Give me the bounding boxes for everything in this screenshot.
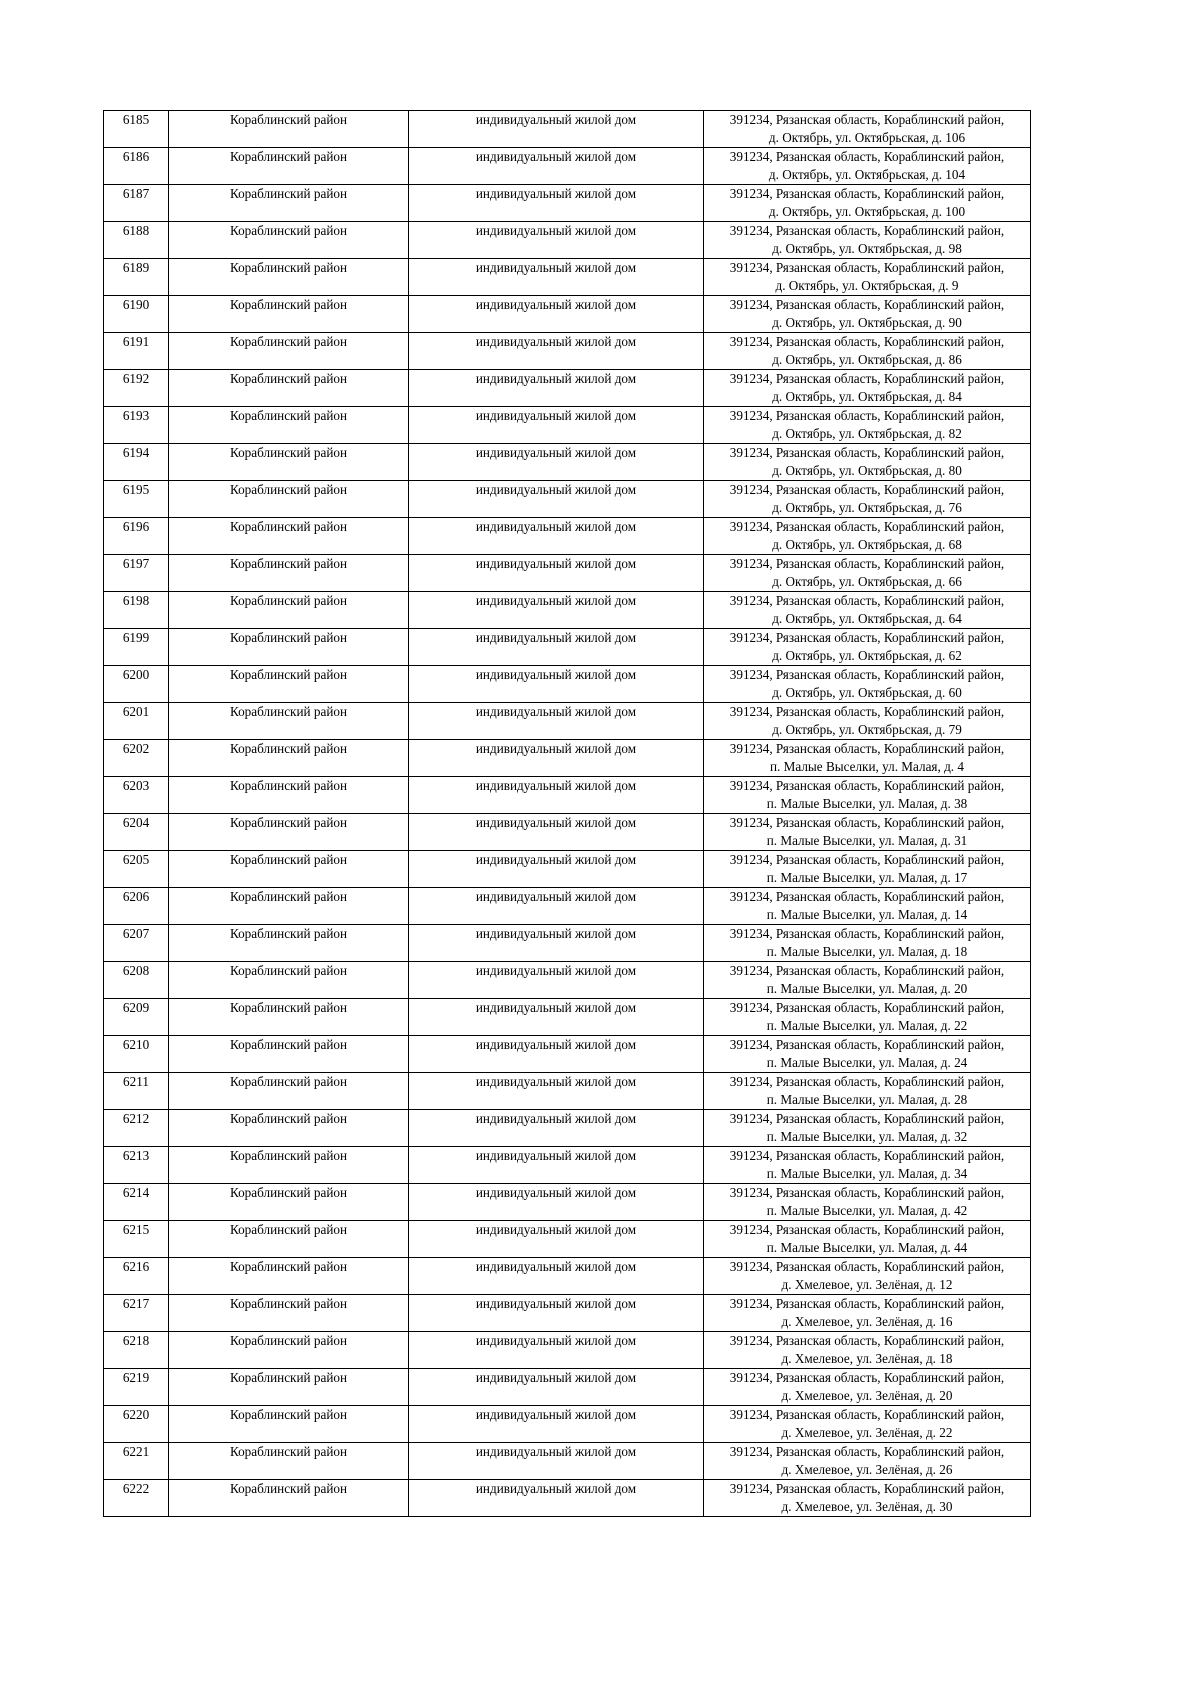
address-line-region: 391234, Рязанская область, Кораблинский район, <box>729 112 1005 127</box>
address-cell <box>704 555 1031 592</box>
address-line-region: 391234, Рязанская область, Кораблинский район, <box>729 704 1005 719</box>
object-type-cell: индивидуальный жилой дом <box>409 1110 704 1147</box>
address-line-street: д. Октябрь, ул. Октябрьская, д. 62 <box>772 648 962 663</box>
object-type-cell: индивидуальный жилой дом <box>409 1443 704 1480</box>
address-cell <box>704 703 1031 740</box>
property-registry-table <box>103 110 1031 1517</box>
district-cell: Кораблинский район <box>169 703 409 740</box>
address-line-street: п. Малые Выселки, ул. Малая, д. 32 <box>766 1129 968 1144</box>
table-row <box>104 1332 1031 1369</box>
district-cell: Кораблинский район <box>169 1258 409 1295</box>
object-type-cell: индивидуальный жилой дом <box>409 1184 704 1221</box>
row-number-cell: 6221 <box>104 1443 169 1480</box>
address-line-street: д. Октябрь, ул. Октябрьская, д. 100 <box>768 204 966 219</box>
object-type-cell: индивидуальный жилой дом <box>409 962 704 999</box>
object-type-cell: индивидуальный жилой дом <box>409 1073 704 1110</box>
object-type-cell: индивидуальный жилой дом <box>409 1332 704 1369</box>
address-line-region: 391234, Рязанская область, Кораблинский район, <box>729 556 1005 571</box>
table-row <box>104 407 1031 444</box>
table-row <box>104 888 1031 925</box>
table-row <box>104 925 1031 962</box>
row-number-cell: 6205 <box>104 851 169 888</box>
address-line-street: д. Октябрь, ул. Октябрьская, д. 106 <box>768 130 966 145</box>
district-cell: Кораблинский район <box>169 1110 409 1147</box>
object-type-cell: индивидуальный жилой дом <box>409 259 704 296</box>
address-cell <box>704 777 1031 814</box>
address-line-region: 391234, Рязанская область, Кораблинский район, <box>729 1444 1005 1459</box>
row-number-cell: 6218 <box>104 1332 169 1369</box>
district-cell: Кораблинский район <box>169 407 409 444</box>
address-line-region: 391234, Рязанская область, Кораблинский район, <box>729 371 1005 386</box>
address-cell <box>704 1369 1031 1406</box>
table-row <box>104 1369 1031 1406</box>
address-cell <box>704 1443 1031 1480</box>
object-type-cell: индивидуальный жилой дом <box>409 148 704 185</box>
address-line-region: 391234, Рязанская область, Кораблинский район, <box>729 889 1005 904</box>
object-type-cell: индивидуальный жилой дом <box>409 777 704 814</box>
address-line-region: 391234, Рязанская область, Кораблинский район, <box>729 482 1005 497</box>
address-cell <box>704 296 1031 333</box>
table-row <box>104 185 1031 222</box>
address-cell <box>704 1295 1031 1332</box>
address-line-street: д. Октябрь, ул. Октябрьская, д. 90 <box>772 315 962 330</box>
row-number-cell: 6199 <box>104 629 169 666</box>
address-line-region: 391234, Рязанская область, Кораблинский район, <box>729 1074 1005 1089</box>
address-line-region: 391234, Рязанская область, Кораблинский район, <box>729 1407 1005 1422</box>
row-number-cell: 6212 <box>104 1110 169 1147</box>
district-cell: Кораблинский район <box>169 296 409 333</box>
row-number-cell: 6200 <box>104 666 169 703</box>
object-type-cell: индивидуальный жилой дом <box>409 740 704 777</box>
table-row <box>104 629 1031 666</box>
row-number-cell: 6206 <box>104 888 169 925</box>
row-number-cell: 6202 <box>104 740 169 777</box>
row-number-cell: 6219 <box>104 1369 169 1406</box>
object-type-cell: индивидуальный жилой дом <box>409 1036 704 1073</box>
address-line-street: п. Малые Выселки, ул. Малая, д. 31 <box>766 833 968 848</box>
district-cell: Кораблинский район <box>169 1221 409 1258</box>
address-cell <box>704 1184 1031 1221</box>
district-cell: Кораблинский район <box>169 962 409 999</box>
table-row <box>104 222 1031 259</box>
address-line-street: д. Октябрь, ул. Октябрьская, д. 79 <box>772 722 962 737</box>
table-row <box>104 777 1031 814</box>
address-line-region: 391234, Рязанская область, Кораблинский район, <box>729 408 1005 423</box>
address-line-region: 391234, Рязанская область, Кораблинский район, <box>729 519 1005 534</box>
district-cell: Кораблинский район <box>169 333 409 370</box>
row-number-cell: 6213 <box>104 1147 169 1184</box>
table-row <box>104 1184 1031 1221</box>
address-line-region: 391234, Рязанская область, Кораблинский район, <box>729 963 1005 978</box>
district-cell: Кораблинский район <box>169 1295 409 1332</box>
address-line-region: 391234, Рязанская область, Кораблинский район, <box>729 445 1005 460</box>
district-cell: Кораблинский район <box>169 1147 409 1184</box>
district-cell: Кораблинский район <box>169 592 409 629</box>
table-row <box>104 370 1031 407</box>
address-line-street: п. Малые Выселки, ул. Малая, д. 22 <box>766 1018 968 1033</box>
row-number-cell: 6204 <box>104 814 169 851</box>
object-type-cell: индивидуальный жилой дом <box>409 666 704 703</box>
address-line-street: п. Малые Выселки, ул. Малая, д. 34 <box>766 1166 968 1181</box>
district-cell: Кораблинский район <box>169 1073 409 1110</box>
address-cell <box>704 1110 1031 1147</box>
object-type-cell: индивидуальный жилой дом <box>409 1295 704 1332</box>
district-cell: Кораблинский район <box>169 518 409 555</box>
district-cell: Кораблинский район <box>169 370 409 407</box>
address-cell <box>704 148 1031 185</box>
address-cell <box>704 1480 1031 1517</box>
table-row <box>104 666 1031 703</box>
object-type-cell: индивидуальный жилой дом <box>409 407 704 444</box>
object-type-cell: индивидуальный жилой дом <box>409 592 704 629</box>
object-type-cell: индивидуальный жилой дом <box>409 703 704 740</box>
district-cell: Кораблинский район <box>169 185 409 222</box>
address-line-region: 391234, Рязанская область, Кораблинский район, <box>729 1296 1005 1311</box>
address-line-region: 391234, Рязанская область, Кораблинский район, <box>729 1111 1005 1126</box>
address-line-street: д. Октябрь, ул. Октябрьская, д. 86 <box>772 352 962 367</box>
object-type-cell: индивидуальный жилой дом <box>409 111 704 148</box>
district-cell: Кораблинский район <box>169 481 409 518</box>
address-cell <box>704 925 1031 962</box>
address-line-street: д. Октябрь, ул. Октябрьская, д. 60 <box>772 685 962 700</box>
address-cell <box>704 259 1031 296</box>
object-type-cell: индивидуальный жилой дом <box>409 370 704 407</box>
table-row <box>104 1147 1031 1184</box>
address-line-region: 391234, Рязанская область, Кораблинский район, <box>729 1333 1005 1348</box>
object-type-cell: индивидуальный жилой дом <box>409 1221 704 1258</box>
table-row <box>104 740 1031 777</box>
address-line-region: 391234, Рязанская область, Кораблинский район, <box>729 815 1005 830</box>
district-cell: Кораблинский район <box>169 888 409 925</box>
table-row <box>104 1258 1031 1295</box>
address-cell <box>704 814 1031 851</box>
address-line-region: 391234, Рязанская область, Кораблинский район, <box>729 260 1005 275</box>
address-line-street: п. Малые Выселки, ул. Малая, д. 24 <box>766 1055 968 1070</box>
table-row <box>104 1036 1031 1073</box>
address-line-street: д. Хмелевое, ул. Зелёная, д. 22 <box>781 1425 953 1440</box>
address-line-street: д. Хмелевое, ул. Зелёная, д. 26 <box>781 1462 953 1477</box>
row-number-cell: 6196 <box>104 518 169 555</box>
row-number-cell: 6222 <box>104 1480 169 1517</box>
table-row <box>104 703 1031 740</box>
object-type-cell: индивидуальный жилой дом <box>409 999 704 1036</box>
row-number-cell: 6191 <box>104 333 169 370</box>
address-line-region: 391234, Рязанская область, Кораблинский район, <box>729 852 1005 867</box>
address-line-region: 391234, Рязанская область, Кораблинский район, <box>729 1259 1005 1274</box>
address-line-region: 391234, Рязанская область, Кораблинский район, <box>729 186 1005 201</box>
table-row <box>104 1480 1031 1517</box>
row-number-cell: 6210 <box>104 1036 169 1073</box>
address-cell <box>704 999 1031 1036</box>
object-type-cell: индивидуальный жилой дом <box>409 222 704 259</box>
object-type-cell: индивидуальный жилой дом <box>409 1480 704 1517</box>
address-cell <box>704 444 1031 481</box>
address-cell <box>704 185 1031 222</box>
table-row <box>104 814 1031 851</box>
district-cell: Кораблинский район <box>169 259 409 296</box>
object-type-cell: индивидуальный жилой дом <box>409 1258 704 1295</box>
address-line-region: 391234, Рязанская область, Кораблинский район, <box>729 593 1005 608</box>
row-number-cell: 6211 <box>104 1073 169 1110</box>
address-line-region: 391234, Рязанская область, Кораблинский район, <box>729 778 1005 793</box>
district-cell: Кораблинский район <box>169 1443 409 1480</box>
object-type-cell: индивидуальный жилой дом <box>409 629 704 666</box>
address-line-region: 391234, Рязанская область, Кораблинский район, <box>729 334 1005 349</box>
table-row <box>104 333 1031 370</box>
address-line-region: 391234, Рязанская область, Кораблинский район, <box>729 223 1005 238</box>
address-cell <box>704 851 1031 888</box>
address-cell <box>704 962 1031 999</box>
district-cell: Кораблинский район <box>169 666 409 703</box>
table-row <box>104 1110 1031 1147</box>
address-line-street: д. Октябрь, ул. Октябрьская, д. 68 <box>772 537 962 552</box>
object-type-cell: индивидуальный жилой дом <box>409 333 704 370</box>
address-line-street: п. Малые Выселки, ул. Малая, д. 4 <box>770 759 964 774</box>
address-cell <box>704 518 1031 555</box>
object-type-cell: индивидуальный жилой дом <box>409 1369 704 1406</box>
address-line-region: 391234, Рязанская область, Кораблинский район, <box>729 149 1005 164</box>
table-body <box>104 111 1031 1517</box>
address-cell <box>704 666 1031 703</box>
district-cell: Кораблинский район <box>169 814 409 851</box>
object-type-cell: индивидуальный жилой дом <box>409 1406 704 1443</box>
district-cell: Кораблинский район <box>169 222 409 259</box>
row-number-cell: 6186 <box>104 148 169 185</box>
district-cell: Кораблинский район <box>169 740 409 777</box>
address-line-street: п. Малые Выселки, ул. Малая, д. 18 <box>766 944 968 959</box>
object-type-cell: индивидуальный жилой дом <box>409 888 704 925</box>
object-type-cell: индивидуальный жилой дом <box>409 481 704 518</box>
district-cell: Кораблинский район <box>169 148 409 185</box>
district-cell: Кораблинский район <box>169 1480 409 1517</box>
address-line-street: п. Малые Выселки, ул. Малая, д. 14 <box>766 907 968 922</box>
row-number-cell: 6198 <box>104 592 169 629</box>
address-line-region: 391234, Рязанская область, Кораблинский район, <box>729 1000 1005 1015</box>
address-cell <box>704 481 1031 518</box>
object-type-cell: индивидуальный жилой дом <box>409 851 704 888</box>
table-row <box>104 296 1031 333</box>
address-line-street: д. Октябрь, ул. Октябрьская, д. 98 <box>772 241 962 256</box>
address-line-street: д. Октябрь, ул. Октябрьская, д. 64 <box>772 611 962 626</box>
object-type-cell: индивидуальный жилой дом <box>409 296 704 333</box>
address-cell <box>704 1406 1031 1443</box>
address-line-street: д. Хмелевое, ул. Зелёная, д. 18 <box>781 1351 953 1366</box>
address-cell <box>704 111 1031 148</box>
address-line-street: п. Малые Выселки, ул. Малая, д. 38 <box>766 796 968 811</box>
address-line-street: п. Малые Выселки, ул. Малая, д. 28 <box>766 1092 968 1107</box>
district-cell: Кораблинский район <box>169 629 409 666</box>
row-number-cell: 6217 <box>104 1295 169 1332</box>
address-cell <box>704 370 1031 407</box>
district-cell: Кораблинский район <box>169 777 409 814</box>
row-number-cell: 6214 <box>104 1184 169 1221</box>
row-number-cell: 6188 <box>104 222 169 259</box>
address-line-street: д. Октябрь, ул. Октябрьская, д. 104 <box>768 167 966 182</box>
address-line-region: 391234, Рязанская область, Кораблинский район, <box>729 1222 1005 1237</box>
table-row <box>104 999 1031 1036</box>
row-number-cell: 6192 <box>104 370 169 407</box>
table-row <box>104 1073 1031 1110</box>
table-row <box>104 1443 1031 1480</box>
address-line-street: п. Малые Выселки, ул. Малая, д. 44 <box>766 1240 968 1255</box>
address-cell <box>704 407 1031 444</box>
address-line-region: 391234, Рязанская область, Кораблинский район, <box>729 630 1005 645</box>
table-row <box>104 444 1031 481</box>
address-line-street: д. Октябрь, ул. Октябрьская, д. 9 <box>775 278 959 293</box>
address-line-street: д. Хмелевое, ул. Зелёная, д. 12 <box>781 1277 953 1292</box>
row-number-cell: 6209 <box>104 999 169 1036</box>
table-row <box>104 1221 1031 1258</box>
address-cell <box>704 592 1031 629</box>
row-number-cell: 6187 <box>104 185 169 222</box>
table-row <box>104 111 1031 148</box>
address-cell <box>704 1221 1031 1258</box>
address-cell <box>704 1073 1031 1110</box>
address-cell <box>704 222 1031 259</box>
address-cell <box>704 333 1031 370</box>
row-number-cell: 6195 <box>104 481 169 518</box>
table-row <box>104 851 1031 888</box>
address-line-region: 391234, Рязанская область, Кораблинский район, <box>729 297 1005 312</box>
district-cell: Кораблинский район <box>169 1184 409 1221</box>
address-line-street: д. Октябрь, ул. Октябрьская, д. 76 <box>772 500 962 515</box>
row-number-cell: 6201 <box>104 703 169 740</box>
row-number-cell: 6216 <box>104 1258 169 1295</box>
address-line-street: д. Октябрь, ул. Октябрьская, д. 80 <box>772 463 962 478</box>
object-type-cell: индивидуальный жилой дом <box>409 925 704 962</box>
address-line-region: 391234, Рязанская область, Кораблинский район, <box>729 926 1005 941</box>
address-line-street: п. Малые Выселки, ул. Малая, д. 42 <box>766 1203 968 1218</box>
object-type-cell: индивидуальный жилой дом <box>409 814 704 851</box>
address-line-street: д. Хмелевое, ул. Зелёная, д. 16 <box>781 1314 953 1329</box>
row-number-cell: 6203 <box>104 777 169 814</box>
row-number-cell: 6197 <box>104 555 169 592</box>
address-cell <box>704 1258 1031 1295</box>
address-line-street: д. Октябрь, ул. Октябрьская, д. 66 <box>772 574 962 589</box>
address-line-region: 391234, Рязанская область, Кораблинский район, <box>729 1148 1005 1163</box>
table-row <box>104 1406 1031 1443</box>
district-cell: Кораблинский район <box>169 111 409 148</box>
address-cell <box>704 1036 1031 1073</box>
district-cell: Кораблинский район <box>169 555 409 592</box>
row-number-cell: 6194 <box>104 444 169 481</box>
table-row <box>104 962 1031 999</box>
table-row <box>104 518 1031 555</box>
object-type-cell: индивидуальный жилой дом <box>409 518 704 555</box>
table-row <box>104 148 1031 185</box>
row-number-cell: 6190 <box>104 296 169 333</box>
address-line-region: 391234, Рязанская область, Кораблинский район, <box>729 667 1005 682</box>
address-cell <box>704 1332 1031 1369</box>
district-cell: Кораблинский район <box>169 1036 409 1073</box>
district-cell: Кораблинский район <box>169 1332 409 1369</box>
row-number-cell: 6207 <box>104 925 169 962</box>
table-row <box>104 592 1031 629</box>
row-number-cell: 6189 <box>104 259 169 296</box>
row-number-cell: 6208 <box>104 962 169 999</box>
row-number-cell: 6215 <box>104 1221 169 1258</box>
object-type-cell: индивидуальный жилой дом <box>409 1147 704 1184</box>
address-line-street: п. Малые Выселки, ул. Малая, д. 20 <box>766 981 968 996</box>
district-cell: Кораблинский район <box>169 1406 409 1443</box>
address-line-region: 391234, Рязанская область, Кораблинский район, <box>729 1481 1005 1496</box>
address-line-street: д. Хмелевое, ул. Зелёная, д. 20 <box>781 1388 953 1403</box>
district-cell: Кораблинский район <box>169 851 409 888</box>
district-cell: Кораблинский район <box>169 999 409 1036</box>
address-line-region: 391234, Рязанская область, Кораблинский район, <box>729 1185 1005 1200</box>
address-line-region: 391234, Рязанская область, Кораблинский район, <box>729 741 1005 756</box>
address-line-street: д. Октябрь, ул. Октябрьская, д. 84 <box>772 389 962 404</box>
district-cell: Кораблинский район <box>169 925 409 962</box>
address-cell <box>704 629 1031 666</box>
address-cell <box>704 740 1031 777</box>
object-type-cell: индивидуальный жилой дом <box>409 444 704 481</box>
address-line-region: 391234, Рязанская область, Кораблинский район, <box>729 1037 1005 1052</box>
object-type-cell: индивидуальный жилой дом <box>409 185 704 222</box>
district-cell: Кораблинский район <box>169 444 409 481</box>
table-row <box>104 555 1031 592</box>
address-cell <box>704 1147 1031 1184</box>
row-number-cell: 6193 <box>104 407 169 444</box>
address-line-street: д. Октябрь, ул. Октябрьская, д. 82 <box>772 426 962 441</box>
table-row <box>104 1295 1031 1332</box>
address-line-region: 391234, Рязанская область, Кораблинский район, <box>729 1370 1005 1385</box>
object-type-cell: индивидуальный жилой дом <box>409 555 704 592</box>
address-line-street: д. Хмелевое, ул. Зелёная, д. 30 <box>781 1499 953 1514</box>
district-cell: Кораблинский район <box>169 1369 409 1406</box>
address-cell <box>704 888 1031 925</box>
row-number-cell: 6185 <box>104 111 169 148</box>
table-row <box>104 481 1031 518</box>
table-row <box>104 259 1031 296</box>
address-line-street: п. Малые Выселки, ул. Малая, д. 17 <box>766 870 968 885</box>
row-number-cell: 6220 <box>104 1406 169 1443</box>
